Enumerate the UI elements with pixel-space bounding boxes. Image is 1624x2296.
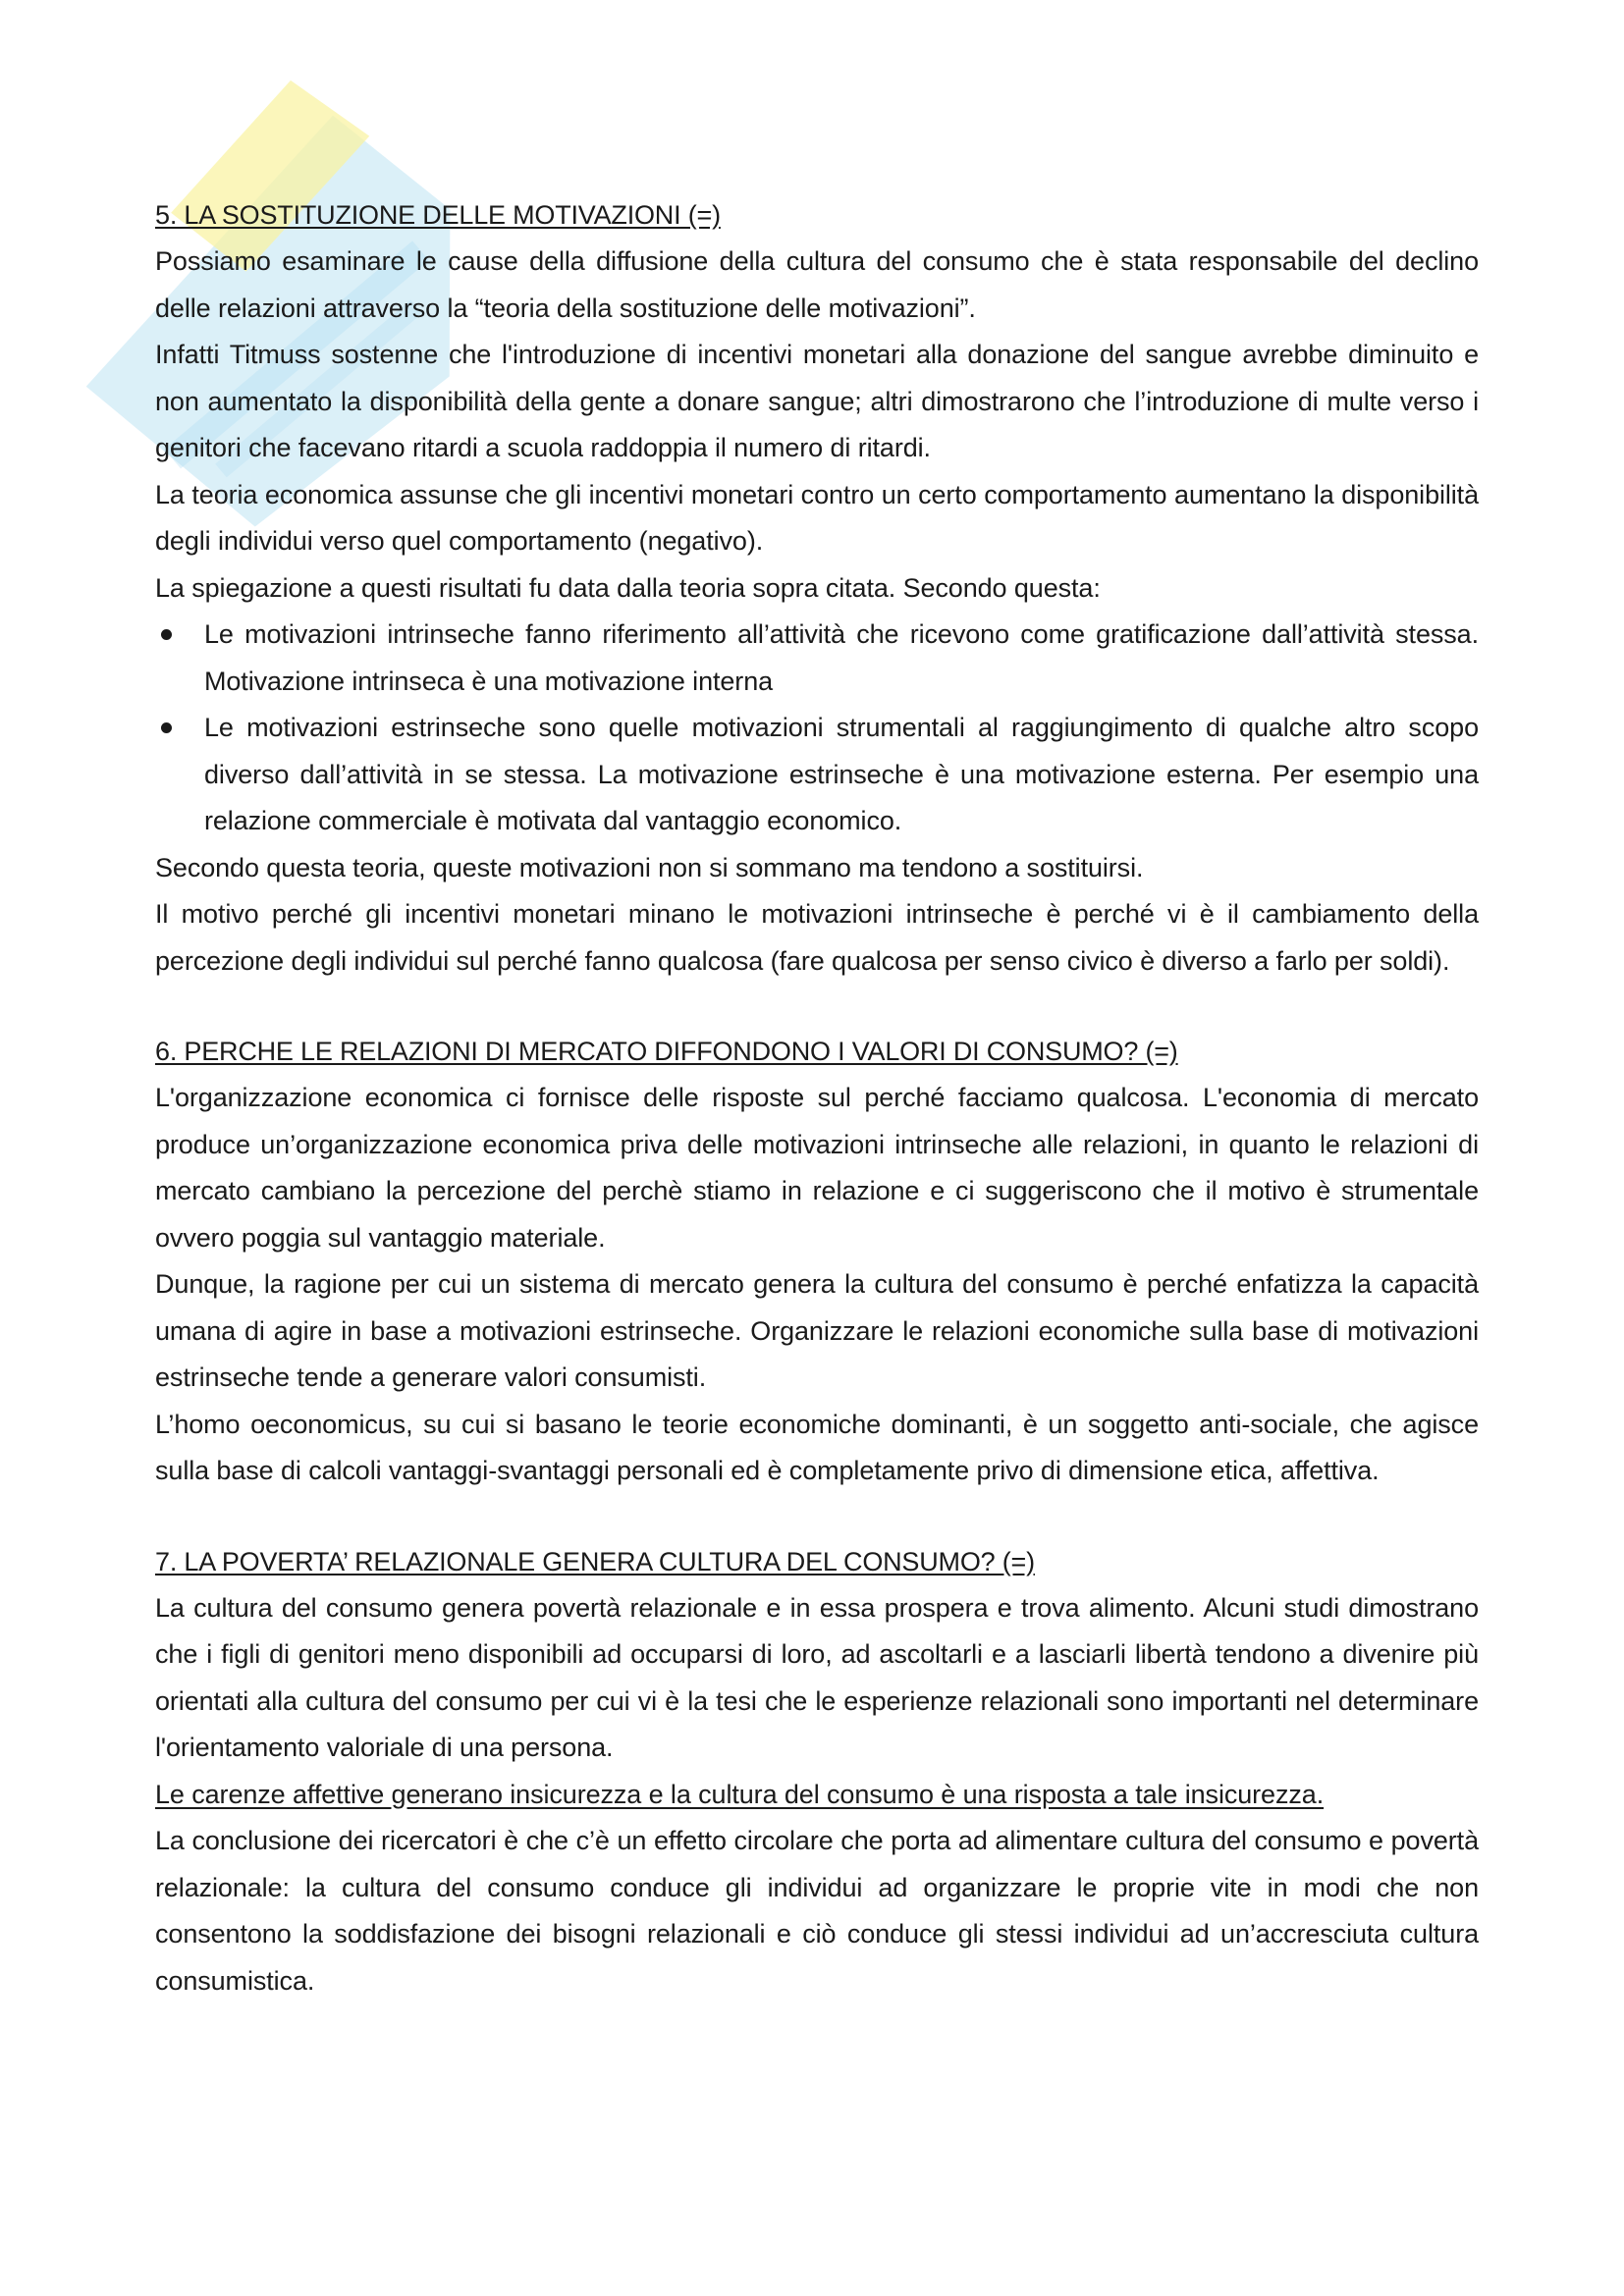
paragraph: Possiamo esaminare le cause della diffusione della cultura del consumo che è stata responsabile del declino delle relazioni attraverso la “teoria della sostituzione delle motivazioni”. xyxy=(155,246,1479,323)
bullet-icon xyxy=(161,629,172,640)
paragraph: La conclusione dei ricercatori è che c’è un effetto circolare che porta ad alimentare cultura del consumo e povertà relazionale: la cultura del consumo conduce gli individui ad organizzare le proprie vite in modi che non consentono la soddisfazione dei bisogni relazionali e ciò conduce gli stessi individui ad un’accresciuta cultura consumistica. xyxy=(155,1826,1479,1996)
paragraph: Il motivo perché gli incentivi monetari minano le motivazioni intrinseche è perché vi è il cambiamento della percezione degli individui sul perché fanno qualcosa (fare qualcosa per senso civico è diverso a farlo per soldi). xyxy=(155,899,1479,976)
bullet-text: Le motivazioni intrinseche fanno riferimento all’attività che ricevono come gratificazione dall’attività stessa. Motivazione intrinseca è una motivazione interna xyxy=(204,619,1479,696)
paragraph: L'organizzazione economica ci fornisce delle risposte sul perché facciamo qualcosa. L'economia di mercato produce un’organizzazione economica priva delle motivazioni intrinseche alle relazioni, in quanto le relazioni di mercato cambiano la percezione del perchè stiamo in relazione e ci suggeriscono che il motivo è strumentale ovvero poggia sul vantaggio materiale. xyxy=(155,1083,1479,1253)
paragraph: La cultura del consumo genera povertà relazionale e in essa prospera e trova alimento. Alcuni studi dimostrano che i figli di genitori meno disponibili ad occuparsi di loro, ad ascoltarli e a lasciarli libertà tendono a divenire più orientati alla cultura del consumo per cui vi è la tesi che le esperienze relazionali sono importanti nel determinare l'orientamento valoriale di una persona. xyxy=(155,1592,1479,1762)
paragraph: L’homo oeconomicus, su cui si basano le teorie economiche dominanti, è un soggetto anti-sociale, che agisce sulla base di calcoli vantaggi-svantaggi personali ed è completamente privo di dimensione etica, affettiva. xyxy=(155,1409,1479,1485)
paragraph: Dunque, la ragione per cui un sistema di mercato genera la cultura del consumo è perché enfatizza la capacità umana di agire in base a motivazioni estrinseche. Organizzare le relazioni economiche sulla base di motivazioni estrinseche tende a generare valori consumisti. xyxy=(155,1269,1479,1392)
paragraph: Secondo questa teoria, queste motivazioni non si sommano ma tendono a sostituirsi. xyxy=(155,852,1144,882)
document-page xyxy=(155,192,1479,2049)
list-item xyxy=(155,612,1479,705)
section-heading: 6. PERCHE LE RELAZIONI DI MERCATO DIFFONDONO I VALORI DI CONSUMO? (=) xyxy=(155,1037,1178,1066)
paragraph: Infatti Titmuss sostenne che l'introduzione di incentivi monetari alla donazione del sangue avrebbe diminuito e non aumentato la disponibilità della gente a donare sangue; altri dimostrarono che l’introduzione di multe verso i genitori che facevano ritardi a scuola raddoppia il numero di ritardi. xyxy=(155,340,1479,462)
list-item xyxy=(155,705,1479,845)
bullet-text: Le motivazioni estrinseche sono quelle motivazioni strumentali al raggiungimento di qualche altro scopo diverso dall’attività in se stessa. La motivazione estrinseche è una motivazione esterna. Per esempio una relazione commerciale è motivata dal vantaggio economico. xyxy=(204,713,1479,835)
section-7 xyxy=(155,1539,1479,2005)
bullet-icon xyxy=(161,722,172,733)
section-heading: 5. LA SOSTITUZIONE DELLE MOTIVAZIONI (=) xyxy=(155,200,721,230)
paragraph: La teoria economica assunse che gli incentivi monetari contro un certo comportamento aumentano la disponibilità degli individui verso quel comportamento (negativo). xyxy=(155,479,1479,556)
section-heading: 7. LA POVERTA’ RELAZIONALE GENERA CULTURA DEL CONSUMO? (=) xyxy=(155,1546,1035,1576)
underlined-statement: Le carenze affettive generano insicurezza e la cultura del consumo è una risposta a tale insicurezza. xyxy=(155,1779,1325,1809)
section-5 xyxy=(155,192,1479,985)
paragraph: La spiegazione a questi risultati fu data dalla teoria sopra citata. Secondo questa: xyxy=(155,572,1101,603)
bullet-list xyxy=(155,612,1479,845)
section-6 xyxy=(155,1029,1479,1495)
